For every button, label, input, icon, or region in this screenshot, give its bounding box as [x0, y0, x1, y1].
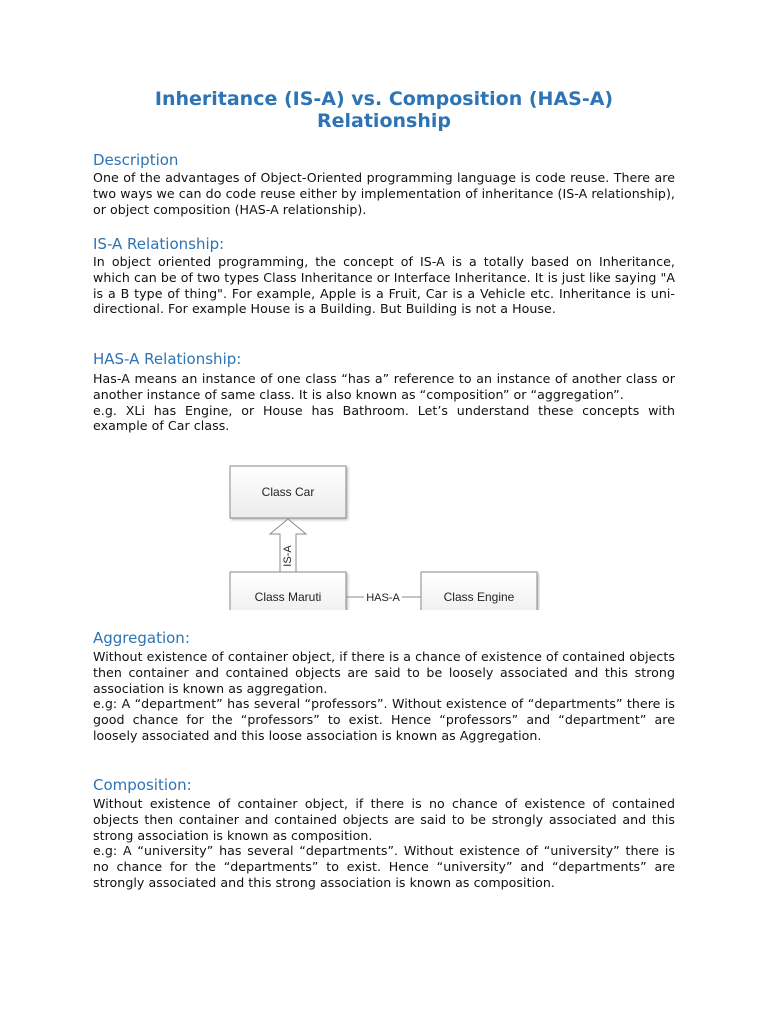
isa-label: IS-A — [282, 545, 294, 567]
description-text-1: One of the advantages of Object-Oriented programming language is code reuse. There are two ways we can do code reuse either by implementation of inheritance (IS-A relationship), or object composition (HAS-A relationship). — [93, 170, 675, 217]
aggregation-text-2: e.g: A “department” has several “professors”. Without existence of “departments” there is good chance for the “professors” to exist. Hence “professors” and “department” are loosely associated and this loose association is known as Aggregation. — [93, 696, 675, 743]
class-relationship-diagram — [228, 462, 540, 610]
composition-text-1: Without existence of container object, if there is no chance of existence of contained objects then container and contained objects are said to be strongly associated and this strong association is known as composition. — [93, 796, 675, 843]
hasa-heading: HAS-A Relationship: — [93, 350, 242, 368]
class-car-label: Class Car — [261, 485, 315, 499]
page-title: Inheritance (IS-A) vs. Composition (HAS-A) Relationship — [154, 88, 614, 132]
hasa-paragraph — [93, 371, 675, 434]
isa-paragraph — [93, 254, 675, 317]
class-maruti-label: Class Maruti — [254, 590, 322, 604]
aggregation-paragraph — [93, 649, 675, 744]
isa-text-1: In object oriented programming, the concept of IS-A is a totally based on Inheritance, which can be of two types Class Inheritance or Interface Inheritance. It is just like saying "A is a B type of thing". For example, Apple is a Fruit, Car is a Vehicle etc. Inheritance is uni-directional. For example House is a Building. But Building is not a House. — [93, 254, 675, 317]
hasa-label: HAS-A — [366, 592, 400, 604]
hasa-text-2: e.g. XLi has Engine, or House has Bathroom. Let’s understand these concepts with example of Car class. — [93, 402, 675, 434]
hasa-text-1: Has-A means an instance of one class “has a” reference to an instance of another class or another instance of same class. It is also known as “composition” or “aggregation”. — [93, 371, 675, 402]
description-heading: Description — [93, 151, 179, 169]
composition-paragraph — [93, 796, 675, 891]
class-engine-label: Class Engine — [443, 590, 515, 604]
composition-heading: Composition: — [93, 776, 192, 794]
aggregation-text-1: Without existence of container object, if there is a chance of existence of contained objects then container and contained objects are said to be loosely associated and this strong association is known as aggregation. — [93, 649, 675, 696]
isa-heading: IS-A Relationship: — [93, 235, 225, 253]
aggregation-heading: Aggregation: — [93, 629, 190, 647]
description-paragraph — [93, 170, 675, 217]
composition-text-2: e.g: A “university” has several “departments”. Without existence of “university” there is no chance for the “departments” to exist. Hence “university” and “departments” are strongly associated and this strong association is known as composition. — [93, 843, 675, 890]
